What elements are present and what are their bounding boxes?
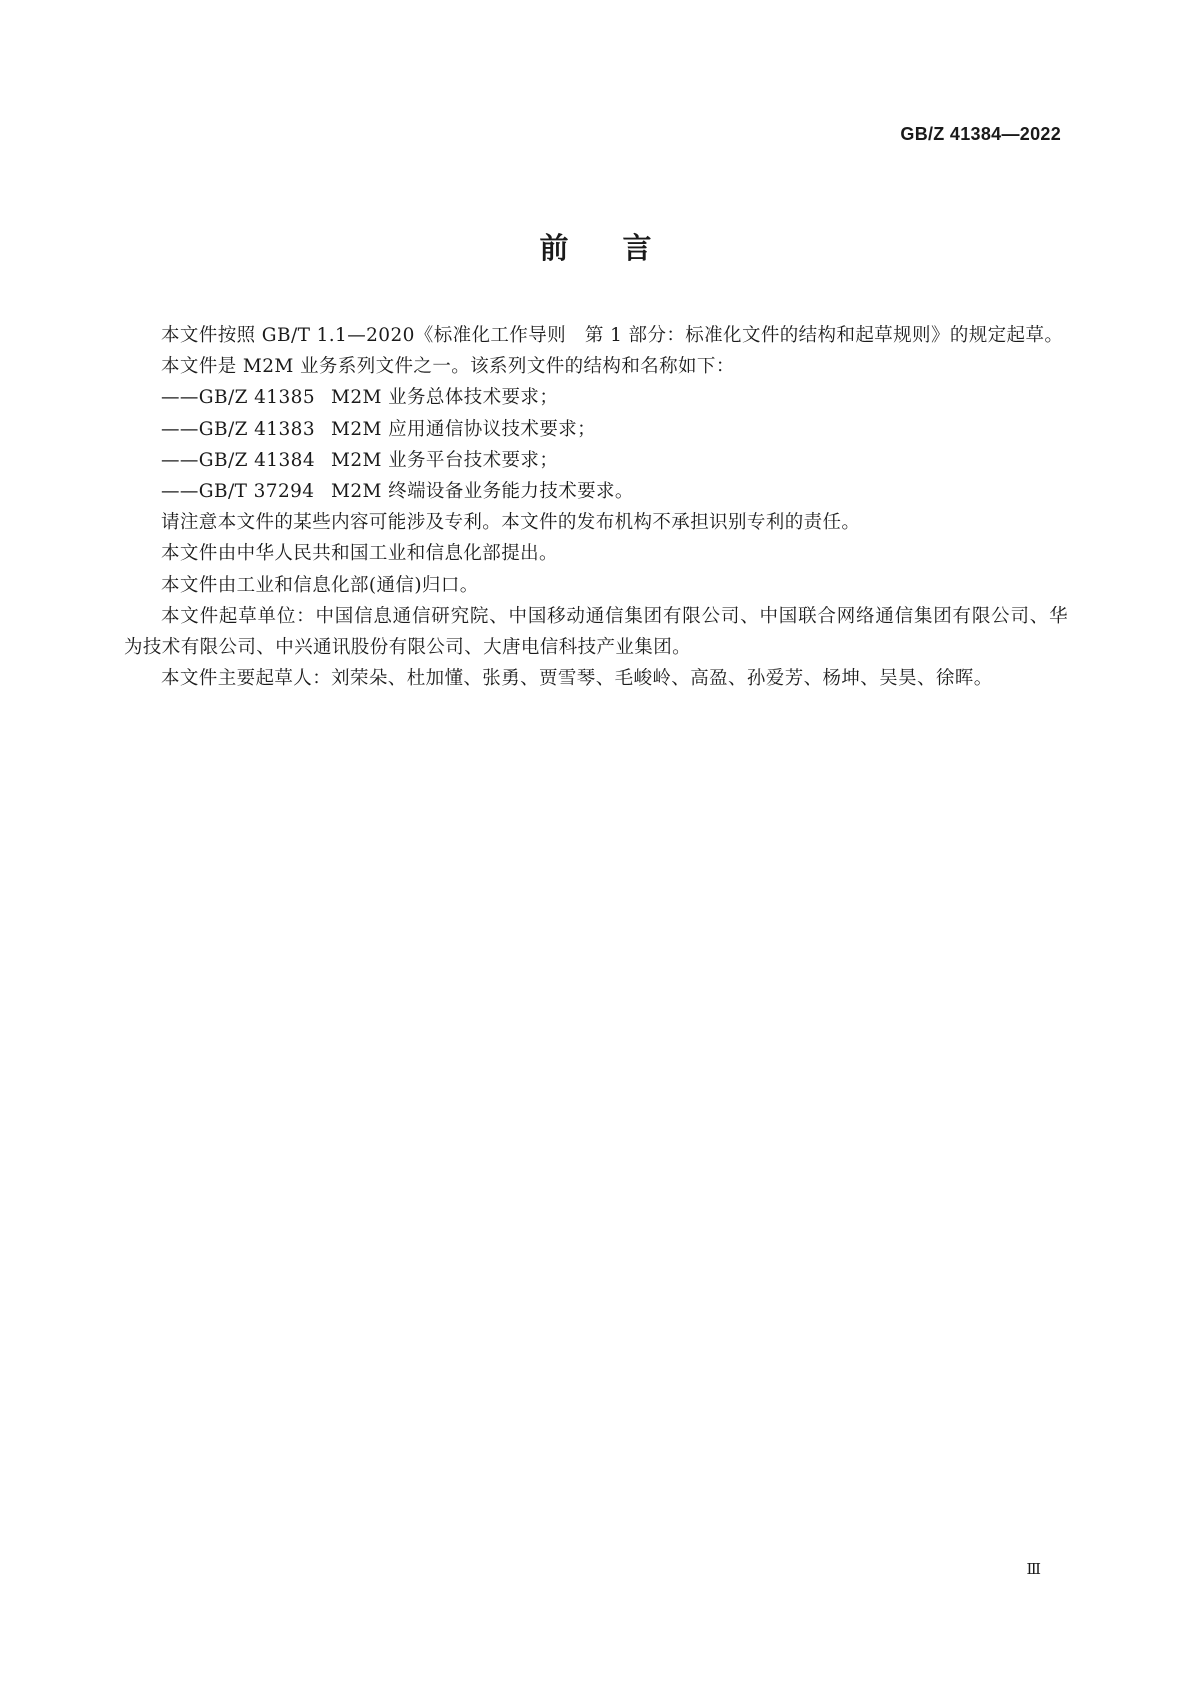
paragraph-administration: 本文件由工业和信息化部(通信)归口。 (161, 574, 479, 596)
document-number: GB/Z 41384—2022 (900, 124, 1061, 144)
page-title: 前言 (539, 231, 706, 265)
standard-name: M2M 应用通信协议技术要求； (331, 418, 597, 440)
paragraph-drafting-units: 本文件起草单位：中国信息通信研究院、中国移动通信集团有限公司、中国联合网络通信集团有限公司、华为技术有限公司、中兴通讯股份有限公司、大唐电信科技产业集团。 (124, 605, 1068, 659)
list-item (124, 476, 1068, 507)
paragraph-drafting-rules: 本文件按照 GB/T 1.1—2020《标准化工作导则 第 1 部分：标准化文件的结构和起草规则》的规定起草。 (161, 325, 1064, 346)
list-item (124, 414, 1068, 445)
standard-name: M2M 终端设备业务能力技术要求。 (331, 481, 634, 503)
standard-code: ——GB/T 37294 (161, 481, 315, 503)
document-body (124, 320, 1068, 694)
paragraph-drafters: 本文件主要起草人：刘荣朵、杜加懂、张勇、贾雪琴、毛峻岭、高盈、孙爱芳、杨坤、吴昊、徐晖。 (161, 668, 993, 690)
standard-name: M2M 业务总体技术要求； (331, 387, 559, 409)
standard-code: ——GB/Z 41384 (161, 449, 315, 471)
standard-code: ——GB/Z 41385 (161, 387, 315, 409)
paragraph-patent-notice: 请注意本文件的某些内容可能涉及专利。本文件的发布机构不承担识别专利的责任。 (161, 512, 861, 534)
paragraph-proposer: 本文件由中华人民共和国工业和信息化部提出。 (161, 543, 558, 565)
paragraph-series-intro: 本文件是 M2M 业务系列文件之一。该系列文件的结构和名称如下： (161, 356, 735, 378)
list-item (124, 382, 1068, 413)
page-number: Ⅲ (1026, 1560, 1041, 1578)
standard-name: M2M 业务平台技术要求； (331, 449, 559, 471)
list-item (124, 445, 1068, 476)
standard-code: ——GB/Z 41383 (161, 418, 315, 440)
